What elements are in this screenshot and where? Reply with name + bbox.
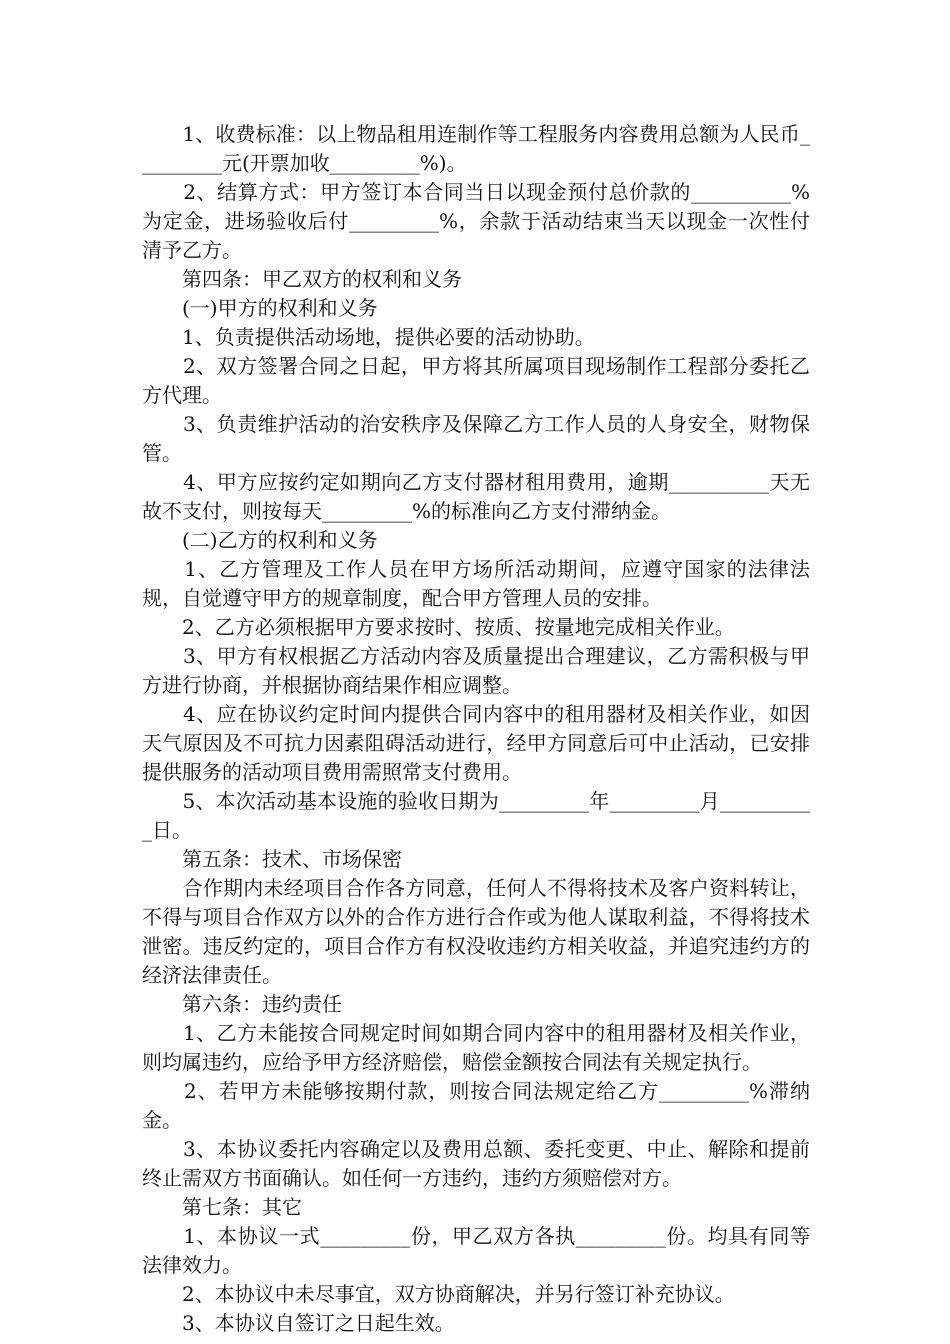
fee-standard-clause: 1、收费标准：以上物品租用连制作等工程服务内容费用总额为人民币_________元(开票加收_________%)。 [142,122,810,175]
party-a-subheading: (一)甲方的权利和义务 [142,296,378,320]
article-6-heading: 第六条：违约责任 [142,992,342,1016]
breach-item-3: 3、本协议委托内容确定以及费用总额、委托变更、中止、解除和提前终止需双方书面确认。如任何一方违约，违约方须赔偿对方。 [142,1137,810,1190]
party-b-item-4: 4、应在协议约定时间内提供合同内容中的租用器材及相关作业，如因天气原因及不可抗力因素阻碍活动进行，经甲方同意后可中止活动，已安排提供服务的活动项目费用需照常支付费用。 [142,702,810,784]
article-5-heading: 第五条：技术、市场保密 [142,847,402,871]
party-b-subheading: (二)乙方的权利和义务 [142,528,378,552]
other-item-3: 3、本协议自签订之日起生效。 [142,1311,455,1335]
party-a-item-1: 1、负责提供活动场地，提供必要的活动协助。 [142,325,595,349]
confidentiality-clause: 合作期内未经项目合作各方同意，任何人不得将技术及客户资料转让，不得与项目合作双方以外的合作方进行合作或为他人谋取利益，不得将技术泄密。违反约定的，项目合作方有权没收违约方相关收益，并追究违约方的经济法律责任。 [142,876,810,987]
other-item-2: 2、本协议中未尽事宜，双方协商解决，并另行签订补充协议。 [142,1282,735,1306]
article-7-heading: 第七条：其它 [142,1195,302,1219]
breach-item-2: 2、若甲方未能够按期付款，则按合同法规定给乙方_________%滞纳金。 [142,1079,810,1132]
party-a-item-4: 4、甲方应按约定如期向乙方支付器材租用费用，逾期__________天无故不支付，则按每天_________%的标准向乙方支付滞纳金。 [142,470,810,523]
article-4-heading: 第四条：甲乙双方的权利和义务 [142,267,462,291]
settlement-clause: 2、结算方式：甲方签订本合同当日以现金预付总价款的__________%为定金，进场验收后付_________%，余款于活动结束当天以现金一次性付清予乙方。 [142,180,810,262]
party-b-item-3: 3、甲方有权根据乙方活动内容及质量提出合理建议，乙方需积极与甲方进行协商，并根据协商结果作相应调整。 [142,644,810,697]
other-item-1: 1、本协议一式_________份，甲乙双方各执_________份。均具有同等法律效力。 [142,1224,810,1277]
party-b-item-2: 2、乙方必须根据甲方要求按时、按质、按量地完成相关作业。 [142,615,735,639]
party-a-item-3: 3、负责维护活动的治安秩序及保障乙方工作人员的人身安全，财物保管。 [142,412,810,465]
document-body [142,120,810,1338]
breach-item-1: 1、乙方未能按合同规定时间如期合同内容中的租用器材及相关作业，则均属违约，应给予甲方经济赔偿，赔偿金额按合同法有关规定执行。 [142,1021,810,1074]
party-a-item-2: 2、双方签署合同之日起，甲方将其所属项目现场制作工程部分委托乙方代理。 [142,354,810,407]
party-b-item-1: 1、乙方管理及工作人员在甲方场所活动期间，应遵守国家的法律法规，自觉遵守甲方的规章制度，配合甲方管理人员的安排。 [142,557,810,610]
party-b-item-5: 5、本次活动基本设施的验收日期为_________年_________月__________日。 [142,789,810,842]
